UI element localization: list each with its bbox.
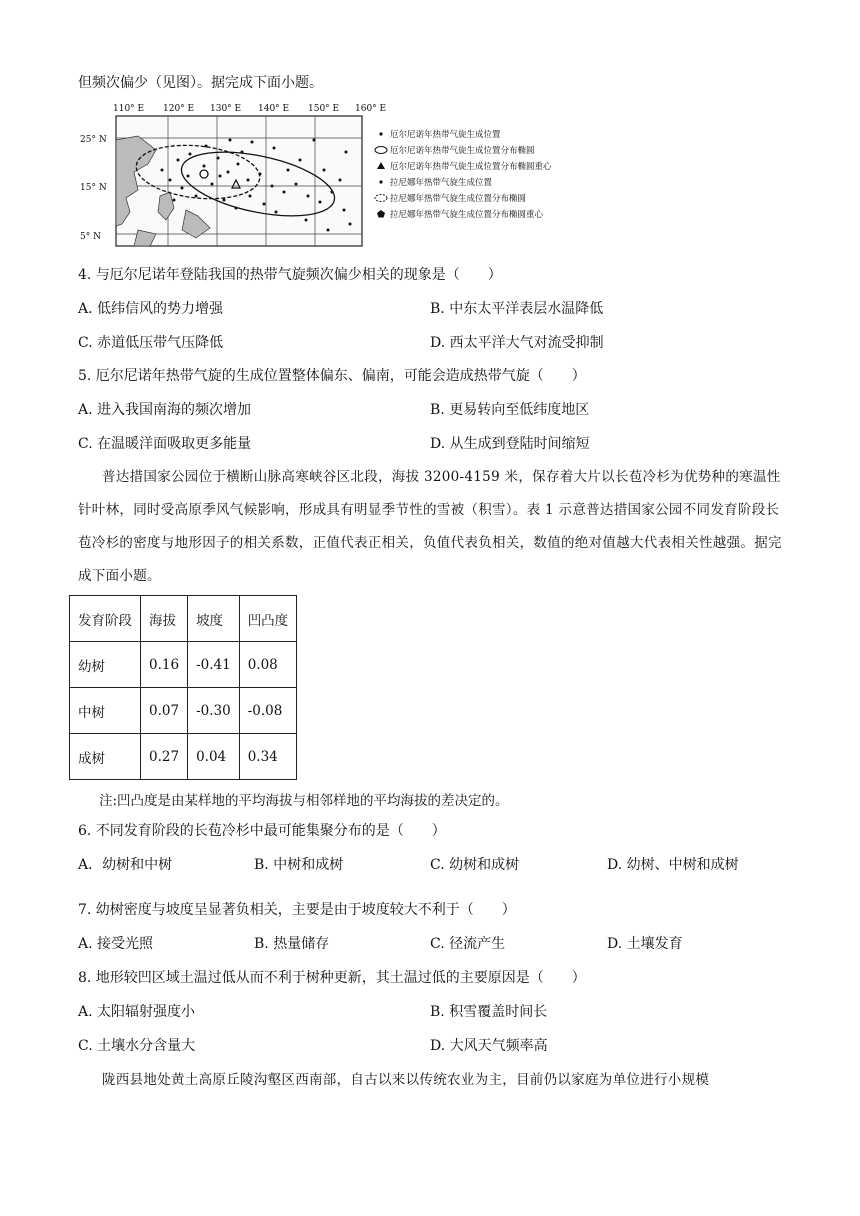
q8-option-c: C. 土壤水分含量大: [78, 1038, 196, 1054]
table-cell: 0.34: [239, 734, 297, 780]
passage-pudacuo: [78, 461, 786, 593]
lat-label-15: 15° N: [80, 183, 107, 193]
lat-label-5: 5° N: [80, 232, 101, 242]
table-cell: 0.27: [141, 734, 188, 780]
table-header-cell: 坡度: [188, 596, 240, 642]
legend-item-4: 拉尼娜年热带气旋生成位置: [390, 178, 493, 188]
lon-label-140: 140° E: [258, 104, 290, 114]
table-row: [70, 642, 297, 688]
table-cell: -0.08: [239, 688, 297, 734]
q7-option-a: A. 接受光照: [78, 936, 154, 952]
q6-option-d: D. 幼树、中树和成树: [607, 857, 739, 873]
table-header-cell: 海拔: [141, 596, 188, 642]
lon-label-160: 160° E: [355, 104, 387, 114]
lon-label-120: 120° E: [163, 104, 195, 114]
legend-item-3: 厄尔尼诺年热带气旋生成位置分布椭圆重心: [390, 162, 552, 172]
q6-stem: 6. 不同发育阶段的长苞冷杉中最可能集聚分布的是（ ）: [78, 823, 446, 839]
q5-option-c: C. 在温暖洋面吸取更多能量: [78, 436, 252, 452]
q8-option-d: D. 大风天气频率高: [430, 1038, 548, 1054]
legend-ellipse-icon: [375, 147, 387, 154]
q6-option-b: B. 中树和成树: [254, 857, 344, 873]
q4-option-d: D. 西太平洋大气对流受抑制: [430, 335, 604, 351]
legend-item-1: 厄尔尼诺年热带气旋生成位置: [390, 130, 501, 140]
tropical-cyclone-map: [78, 100, 648, 250]
legend-triangle-icon: [377, 162, 385, 169]
lon-label-130: 130° E: [210, 104, 242, 114]
legend-pentagon-icon: [377, 210, 385, 218]
passage-longxi: [78, 1064, 786, 1097]
passage-longxi-text: 陇西县地处黄土高原丘陵沟壑区西南部，自古以来以传统农业为主，目前仍以家庭为单位进行小规模: [102, 1072, 710, 1088]
table-cell: 0.08: [239, 642, 297, 688]
table-row: [70, 734, 297, 780]
q7-option-d: D. 土壤发育: [607, 936, 683, 952]
q5-option-d: D. 从生成到登陆时间缩短: [430, 436, 590, 452]
q5-option-a: A. 进入我国南海的频次增加: [78, 402, 252, 418]
q7-stem: 7. 幼树密度与坡度呈显著负相关，主要是由于坡度较大不利于（ ）: [78, 902, 516, 918]
correlation-table: [69, 595, 297, 780]
table-cell: 0.16: [141, 642, 188, 688]
q7-option-c: C. 径流产生: [430, 936, 506, 952]
q4-option-a: A. 低纬信风的势力增强: [78, 301, 224, 317]
la-nina-center-icon: [200, 170, 208, 178]
map-frame: [116, 116, 362, 246]
lat-label-25: 25° N: [80, 135, 107, 145]
table-cell: 成树: [70, 734, 141, 780]
table-cell: 0.07: [141, 688, 188, 734]
q8-option-a: A. 太阳辐射强度小: [78, 1004, 196, 1020]
table-cell: -0.30: [188, 688, 240, 734]
passage-pudacuo-text: 普达措国家公园位于横断山脉高寒峡谷区北段，海拔 3200-4159 米，保存着大片以长苞冷杉为优势种的寒温性针叶林，同时受高原季风气候影响，形成具有明显季节性的雪被（积雪）。表 1 示意普达措国家公园不同发育阶段长苞冷杉的密度与地形因子的相关系数，正值代表正相关，负值代表负相关，数值的绝对值越大代表相关性越强。据完成下面小题。: [78, 469, 782, 584]
legend-point-icon: [379, 132, 382, 135]
legend-point-icon-2: [379, 180, 382, 183]
q5-stem: 5. 厄尔尼诺年热带气旋的生成位置整体偏东、偏南，可能会造成热带气旋（ ）: [78, 368, 586, 384]
table-cell: 0.04: [188, 734, 240, 780]
q4-option-b: B. 中东太平洋表层水温降低: [430, 301, 604, 317]
intro-tail-text: 但频次偏少（见图）。据完成下面小题。: [78, 75, 323, 91]
q4-stem: 4. 与厄尔尼诺年登陆我国的热带气旋频次偏少相关的现象是（ ）: [78, 267, 502, 283]
q8-option-b: B. 积雪覆盖时间长: [430, 1004, 548, 1020]
lon-label-150: 150° E: [308, 104, 340, 114]
q4-option-c: C. 赤道低压带气压降低: [78, 335, 224, 351]
legend-item-6: 拉尼娜年热带气旋生成位置分布椭圆重心: [390, 210, 544, 220]
table-cell: 中树: [70, 688, 141, 734]
table-header-row: [70, 596, 297, 642]
q6-option-c: C. 幼树和成树: [430, 857, 520, 873]
table-cell: -0.41: [188, 642, 240, 688]
legend-item-5: 拉尼娜年热带气旋生成位置分布椭圆: [390, 194, 527, 204]
q6-option-a: A．幼树和中树: [78, 857, 173, 873]
table-row: [70, 688, 297, 734]
q5-option-b: B. 更易转向至低纬度地区: [430, 402, 590, 418]
lon-label-110: 110° E: [113, 104, 145, 114]
q7-option-b: B. 热量储存: [254, 936, 330, 952]
legend-item-2: 厄尔尼诺年热带气旋生成位置分布椭圆: [390, 146, 535, 156]
table-header-cell: 发育阶段: [70, 596, 141, 642]
table-header-cell: 凹凸度: [239, 596, 297, 642]
legend-dashed-ellipse-icon: [375, 195, 387, 202]
table-note: 注:凹凸度是由某样地的平均海拔与相邻样地的平均海拔的差决定的。: [99, 793, 509, 809]
table-cell: 幼树: [70, 642, 141, 688]
q8-stem: 8. 地形较凹区域土温过低从而不利于树种更新，其土温过低的主要原因是（ ）: [78, 970, 586, 986]
